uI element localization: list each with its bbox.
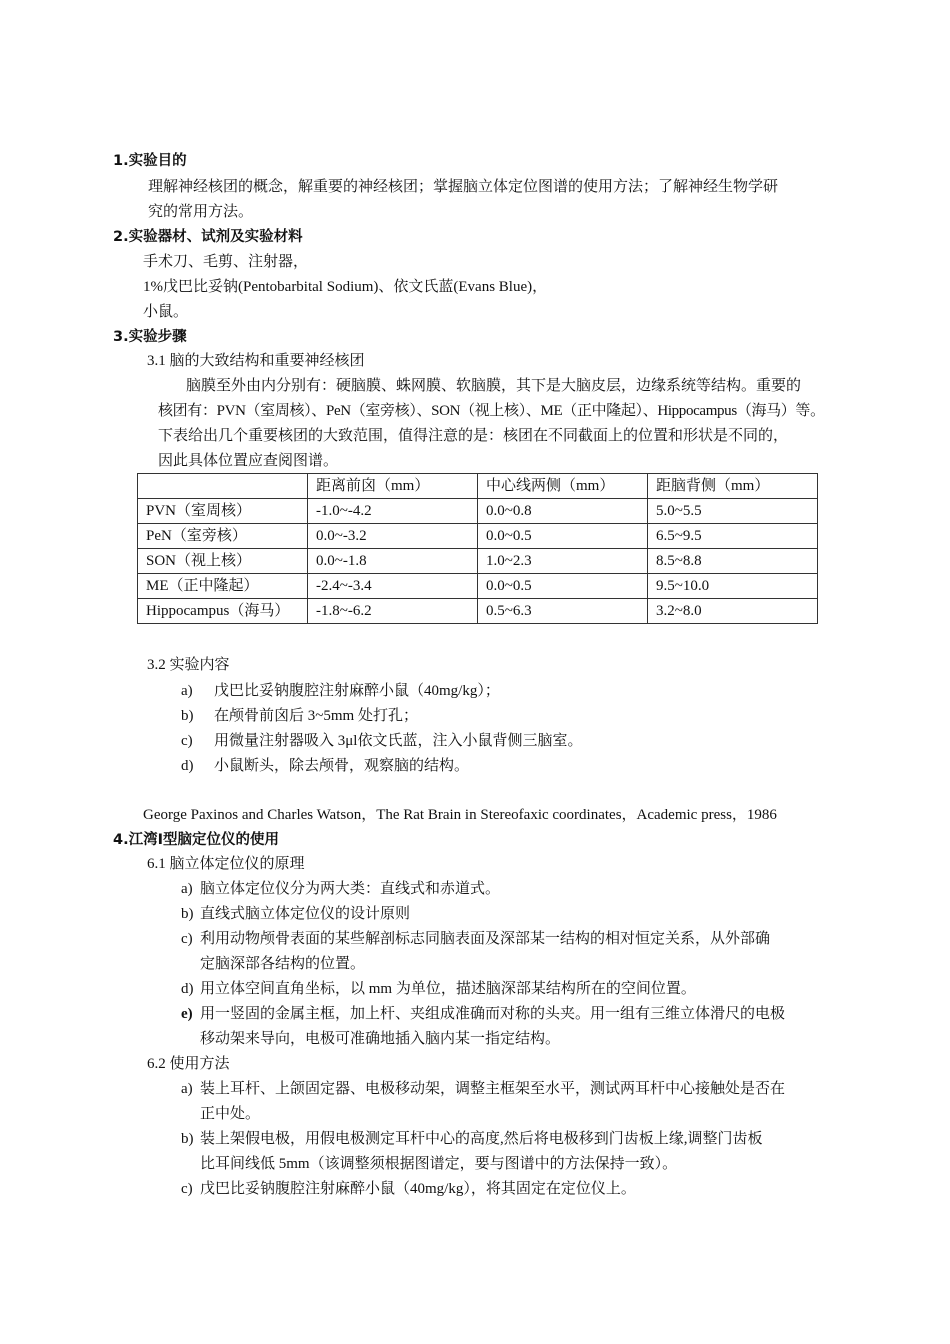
list-item-continuation: 移动架来导向，电极可准确地插入脑内某一指定结构。 — [200, 1031, 561, 1047]
list-item: 戊巴比妥钠腹腔注射麻醉小鼠（40mg/kg），将其固定在定位仪上。 — [200, 1181, 636, 1197]
reference: George Paxinos and Charles Watson，The Rat Brain in Stereofaxic coordinates，Academic press，1986 — [143, 807, 777, 823]
list-item-continuation: 定脑深部各结构的位置。 — [200, 956, 366, 972]
table-header-cell: 距离前囟（mm） — [308, 474, 478, 499]
table-cell: -2.4~-3.4 — [308, 574, 478, 599]
s3-para-line-4: 因此具体位置应查阅图谱。 — [158, 453, 339, 469]
list-item: 脑立体定位仪分为两大类：直线式和赤道式。 — [200, 881, 501, 897]
list-item-label: a) — [181, 683, 193, 699]
list-item: 装上耳杆、上颌固定器、电极移动架，调整主框架至水平，测试两耳杆中心接触处是否在 — [200, 1081, 786, 1097]
table-cell: 0.0~0.5 — [478, 524, 648, 549]
table-cell: ME（正中隆起） — [138, 574, 308, 599]
list-item: 小鼠断头，除去颅骨，观察脑的结构。 — [214, 758, 470, 774]
s3-para-line-3: 下表给出几个重要核团的大致范围，值得注意的是：核团在不同截面上的位置和形状是不同的， — [158, 428, 789, 444]
list-item-label: b) — [181, 708, 194, 724]
table-cell: PVN（室周核） — [138, 499, 308, 524]
table-cell: 0.0~0.5 — [478, 574, 648, 599]
list-item: 利用动物颅骨表面的某些解剖标志同脑表面及深部某一结构的相对恒定关系，从外部确 — [200, 931, 771, 947]
list-item: 用立体空间直角坐标，以 mm 为单位，描述脑深部某结构所在的空间位置。 — [200, 981, 696, 997]
section-4-heading: 4.江湾Ⅰ型脑定位仪的使用 — [113, 832, 279, 848]
table-cell: 3.2~8.0 — [648, 599, 818, 624]
list-item: 戊巴比妥钠腹腔注射麻醉小鼠（40mg/kg）； — [214, 683, 500, 699]
table-row — [138, 524, 818, 549]
table-row — [138, 549, 818, 574]
table-cell: 1.0~2.3 — [478, 549, 648, 574]
s3-sub-2: 3.2 实验内容 — [147, 657, 230, 673]
s2-line-1: 手术刀、毛剪、注射器， — [143, 254, 309, 270]
s3-para-line-1: 脑膜至外由内分别有：硬脑膜、蛛网膜、软脑膜，其下是大脑皮层，边缘系统等结构。重要的 — [186, 378, 802, 394]
list-item-label: d) — [181, 981, 194, 997]
list-item-continuation: 正中处。 — [200, 1106, 261, 1122]
table-header-cell: 中心线两侧（mm） — [478, 474, 648, 499]
list-item-label: d) — [181, 758, 194, 774]
list-item-label: e) — [181, 1006, 193, 1022]
table-cell: 0.5~6.3 — [478, 599, 648, 624]
list-item-label: b) — [181, 906, 194, 922]
table-cell: 5.0~5.5 — [648, 499, 818, 524]
table-cell: PeN（室旁核） — [138, 524, 308, 549]
list-item-label: c) — [181, 1181, 193, 1197]
section-2-heading: 2.实验器材、试剂及实验材料 — [113, 229, 303, 245]
list-item-label: c) — [181, 733, 193, 749]
table-cell: Hippocampus（海马） — [138, 599, 308, 624]
s3-para-line-2: 核团有：PVN（室周核）、PeN（室旁核）、SON（视上核）、ME（正中隆起）、Hippocampus（海马）等。 — [158, 403, 825, 419]
table-header-cell — [138, 474, 308, 499]
list-item: 用一竖固的金属主框，加上杆、夹组成准确而对称的头夹。用一组有三维立体滑尺的电极 — [200, 1006, 786, 1022]
section-1-heading: 1.实验目的 — [113, 153, 187, 169]
table-header-row — [138, 474, 818, 499]
list-item-label: c) — [181, 931, 193, 947]
table-header-cell: 距脑背侧（mm） — [648, 474, 818, 499]
table-cell: 6.5~9.5 — [648, 524, 818, 549]
section-3-heading: 3.实验步骤 — [113, 329, 187, 345]
s4-sub-1: 6.1 脑立体定位仪的原理 — [147, 856, 305, 872]
table-row — [138, 574, 818, 599]
nuclei-table — [137, 473, 818, 624]
list-item-label: a) — [181, 881, 193, 897]
s1-line-2: 究的常用方法。 — [148, 204, 254, 220]
table-cell: 0.0~-3.2 — [308, 524, 478, 549]
list-item-label: b) — [181, 1131, 194, 1147]
table-cell: SON（视上核） — [138, 549, 308, 574]
table-row — [138, 499, 818, 524]
s1-line-1: 理解神经核团的概念，解重要的神经核团；掌握脑立体定位图谱的使用方法；了解神经生物学研 — [148, 179, 779, 195]
table-cell: -1.8~-6.2 — [308, 599, 478, 624]
list-item: 用微量注射器吸入 3μl依文氏蓝，注入小鼠背侧三脑室。 — [214, 733, 583, 749]
table-cell: 9.5~10.0 — [648, 574, 818, 599]
list-item: 装上架假电极，用假电极测定耳杆中心的高度,然后将电极移到门齿板上缘,调整门齿板 — [200, 1131, 763, 1147]
s2-line-3: 小鼠。 — [143, 304, 189, 320]
table-cell: -1.0~-4.2 — [308, 499, 478, 524]
list-item-continuation: 比耳间线低 5mm（该调整须根据图谱定，要与图谱中的方法保持一致）。 — [200, 1156, 678, 1172]
table-cell: 8.5~8.8 — [648, 549, 818, 574]
s2-line-2: 1%戊巴比妥钠(Pentobarbital Sodium)、依文氏蓝(Evans Blue)， — [143, 279, 548, 295]
table-row — [138, 599, 818, 624]
list-item: 直线式脑立体定位仪的设计原则 — [200, 906, 411, 922]
table-cell: 0.0~-1.8 — [308, 549, 478, 574]
list-item: 在颅骨前囟后 3~5mm 处打孔； — [214, 708, 418, 724]
table-cell: 0.0~0.8 — [478, 499, 648, 524]
list-item-label: a) — [181, 1081, 193, 1097]
s4-sub-2: 6.2 使用方法 — [147, 1056, 230, 1072]
s3-sub-1: 3.1 脑的大致结构和重要神经核团 — [147, 353, 365, 369]
